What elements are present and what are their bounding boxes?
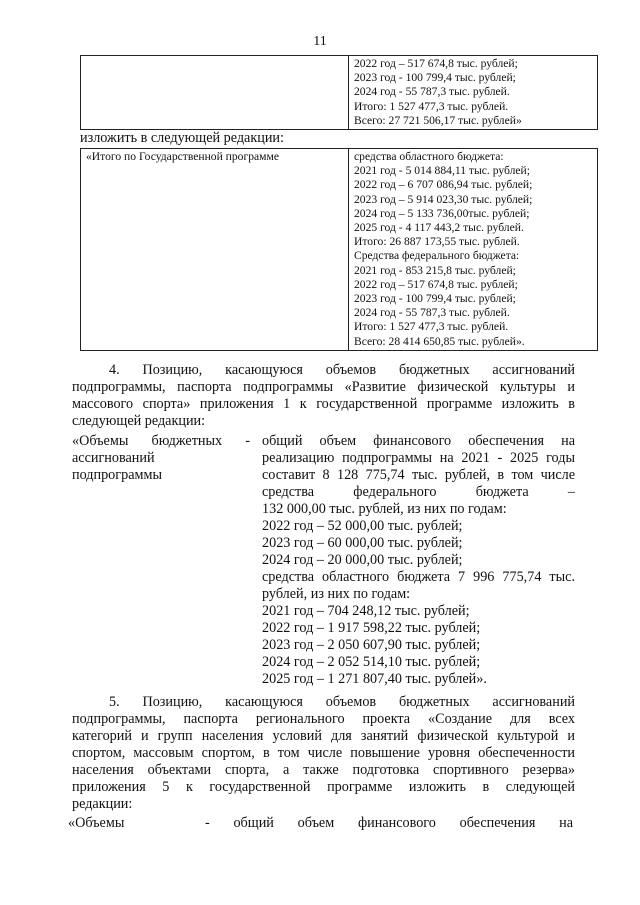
paragraph-line: 4. Позицию, касающуюся объемов бюджетных ассигнований bbox=[109, 362, 575, 378]
item5-position-value bbox=[205, 815, 573, 832]
amount-line: 2022 год – 6 707 086,94 тыс. рублей; bbox=[354, 178, 533, 192]
value-line: реализацию подпрограммы на 2021 - 2025 годы bbox=[262, 450, 575, 466]
amount-line: 2022 год – 517 674,8 тыс. рублей; bbox=[354, 57, 518, 70]
value-line: 2023 год – 60 000,00 тыс. рублей; bbox=[262, 535, 463, 551]
value-line: рублей, из них по годам: bbox=[262, 586, 411, 602]
amount-line: 2023 год - 100 799,4 тыс. рублей; bbox=[354, 292, 516, 306]
amount-line: 2024 год - 55 787,3 тыс. рублей. bbox=[354, 85, 510, 99]
value-line: 2023 год – 2 050 607,90 тыс. рублей; bbox=[262, 637, 481, 653]
value-line: общий объем финансового обеспечения на bbox=[262, 433, 575, 449]
budget-table-old-tail bbox=[80, 55, 598, 130]
value-line: 2022 год – 1 917 598,22 тыс. рублей; bbox=[262, 620, 481, 636]
amount-line: Всего: 28 414 650,85 тыс. рублей». bbox=[354, 334, 525, 348]
amount-line: Всего: 27 721 506,17 тыс. рублей» bbox=[354, 113, 522, 127]
value-line: 132 000,00 тыс. рублей, из них по годам: bbox=[262, 501, 507, 517]
amount-line: 2024 год – 5 133 736,00тыс. рублей; bbox=[354, 206, 530, 220]
amount-line: 2023 год – 5 914 023,30 тыс. рублей; bbox=[354, 192, 533, 206]
label-line: «Объемы бюджетных - bbox=[72, 433, 250, 449]
label-line: ассигнований bbox=[72, 450, 155, 466]
paragraph-line: подпрограммы, паспорта подпрограммы «Развитие физической культуры и bbox=[72, 379, 575, 395]
value-line: 2024 год – 20 000,00 тыс. рублей; bbox=[262, 552, 463, 568]
item4-position-value bbox=[262, 433, 575, 688]
amount-line: Итого: 1 527 477,3 тыс. рублей. bbox=[354, 99, 509, 113]
label-line: подпрограммы bbox=[72, 467, 162, 483]
value-line: средства федерального бюджета – bbox=[262, 484, 575, 500]
paragraph-line: редакции: bbox=[72, 796, 133, 812]
item4-position-label bbox=[72, 433, 250, 484]
table-cell-amounts bbox=[349, 56, 598, 130]
paragraph-line: массового спорта» приложения 1 к государственной программе изложить в bbox=[72, 396, 575, 412]
amount-line: 2024 год - 55 787,3 тыс. рублей. bbox=[354, 306, 510, 320]
item4-paragraph bbox=[72, 362, 575, 430]
table-cell-label: «Итого по Государственной программе bbox=[81, 149, 349, 351]
paragraph-line: населения объектами спорта, а также подготовка спортивного резерва» bbox=[72, 762, 575, 778]
amount-line: средства областного бюджета: bbox=[354, 150, 504, 163]
value-line: составит 8 128 775,74 тыс. рублей, в том числе bbox=[262, 467, 575, 483]
value-line: - общий объем финансового обеспечения на bbox=[205, 815, 573, 831]
paragraph-line: спортом, массовым спортом, в том числе повышение уровня обеспеченности bbox=[72, 745, 575, 761]
value-line: 2021 год – 704 248,12 тыс. рублей; bbox=[262, 603, 470, 619]
value-line: 2025 год – 1 271 807,40 тыс. рублей». bbox=[262, 671, 487, 687]
amount-line: 2021 год - 5 014 884,11 тыс. рублей; bbox=[354, 164, 530, 178]
paragraph-line: категорий и групп населения условий для занятий физической культурой и bbox=[72, 728, 575, 744]
amount-line: 2023 год - 100 799,4 тыс. рублей; bbox=[354, 71, 516, 85]
amount-line: 2025 год - 4 117 443,2 тыс. рублей. bbox=[354, 221, 524, 235]
amount-line: 2022 год – 517 674,8 тыс. рублей; bbox=[354, 277, 518, 291]
item5-position-label: «Объемы bbox=[68, 815, 125, 831]
value-line: 2024 год – 2 052 514,10 тыс. рублей; bbox=[262, 654, 481, 670]
item5-paragraph bbox=[72, 694, 575, 813]
amount-line: Итого: 26 887 173,55 тыс. рублей. bbox=[354, 235, 520, 249]
amount-line: 2021 год - 853 215,8 тыс. рублей; bbox=[354, 263, 516, 277]
table-cell-empty bbox=[81, 56, 349, 130]
amount-line: Средства федерального бюджета: bbox=[354, 249, 520, 263]
amount-line: Итого: 1 527 477,3 тыс. рублей. bbox=[354, 320, 509, 334]
table-cell-amounts bbox=[349, 149, 598, 351]
page-number: 11 bbox=[313, 34, 327, 49]
intro-text: изложить в следующей редакции: bbox=[80, 130, 284, 146]
value-line: средства областного бюджета 7 996 775,74 тыс. bbox=[262, 569, 575, 585]
paragraph-line: приложения 5 к государственной программе изложить в следующей bbox=[72, 779, 575, 795]
paragraph-line: следующей редакции: bbox=[72, 413, 206, 429]
paragraph-line: 5. Позицию, касающуюся объемов бюджетных ассигнований bbox=[109, 694, 575, 710]
value-line: 2022 год – 52 000,00 тыс. рублей; bbox=[262, 518, 463, 534]
paragraph-line: подпрограммы, паспорта регионального проекта «Создание для всех bbox=[72, 711, 575, 727]
budget-table-new bbox=[80, 148, 598, 351]
